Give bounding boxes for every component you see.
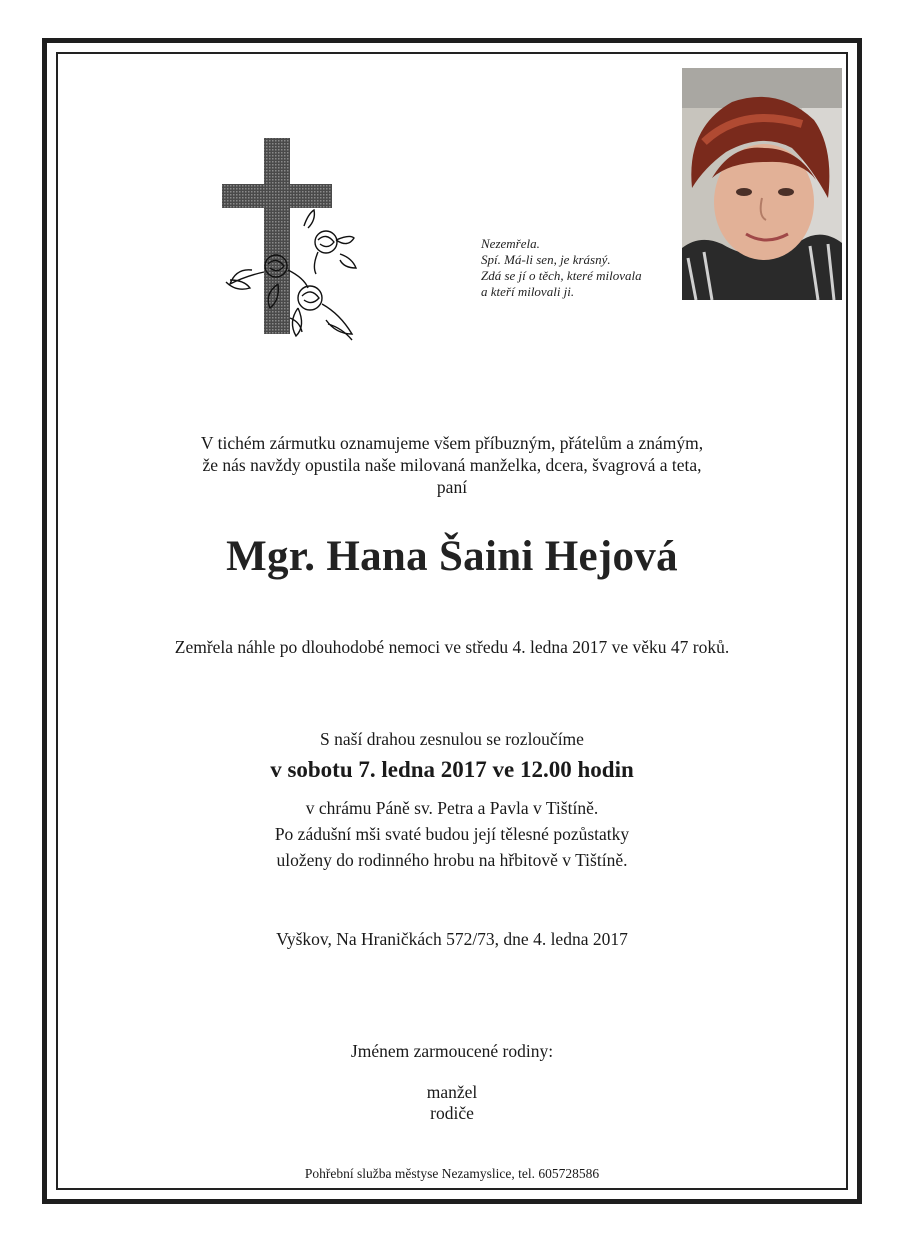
farewell-intro: S naší drahou zesnulou se rozloučíme xyxy=(320,729,584,749)
farewell-datetime: v sobotu 7. ledna 2017 ve 12.00 hodin xyxy=(270,757,634,782)
farewell-details xyxy=(56,795,848,873)
portrait-photo xyxy=(682,68,842,300)
mourner: rodiče xyxy=(430,1103,474,1123)
announcement-line: V tichém zármutku oznamujeme všem příbuzným, přátelům a známým, xyxy=(200,433,704,453)
announcement xyxy=(56,432,848,498)
poem-line: a kteří milovali ji. xyxy=(481,284,575,299)
farewell-line: uloženy do rodinného hrobu na hřbitově v Tištíně. xyxy=(276,850,628,870)
signature-intro: Jménem zarmoucené rodiny: xyxy=(350,1041,554,1061)
death-statement: Zemřela náhle po dlouhodobé nemoci ve středu 4. ledna 2017 ve věku 47 roků. xyxy=(174,637,730,657)
poem-line: Nezemřela. xyxy=(481,236,540,251)
announcement-line: paní xyxy=(436,477,468,497)
poem xyxy=(481,236,642,300)
deceased-name: Mgr. Hana Šaini Hejová xyxy=(226,533,678,580)
poem-line: Spí. Má-li sen, je krásný. xyxy=(481,252,611,267)
mourners-list xyxy=(56,1082,848,1124)
funeral-service-footer: Pohřební služba městyse Nezamyslice, tel. 605728586 xyxy=(304,1166,600,1181)
mourner: manžel xyxy=(426,1082,478,1102)
announcement-line: že nás navždy opustila naše milovaná manželka, dcera, švagrová a teta, xyxy=(202,455,702,475)
poem-line: Zdá se jí o těch, které milovala xyxy=(481,268,642,283)
farewell-line: Po zádušní mši svaté budou její tělesné pozůstatky xyxy=(274,824,630,844)
farewell-line: v chrámu Páně sv. Petra a Pavla v Tištíně. xyxy=(305,798,599,818)
cross-with-roses-icon xyxy=(218,134,358,350)
place-date: Vyškov, Na Hraničkách 572/73, dne 4. ledna 2017 xyxy=(276,929,628,949)
